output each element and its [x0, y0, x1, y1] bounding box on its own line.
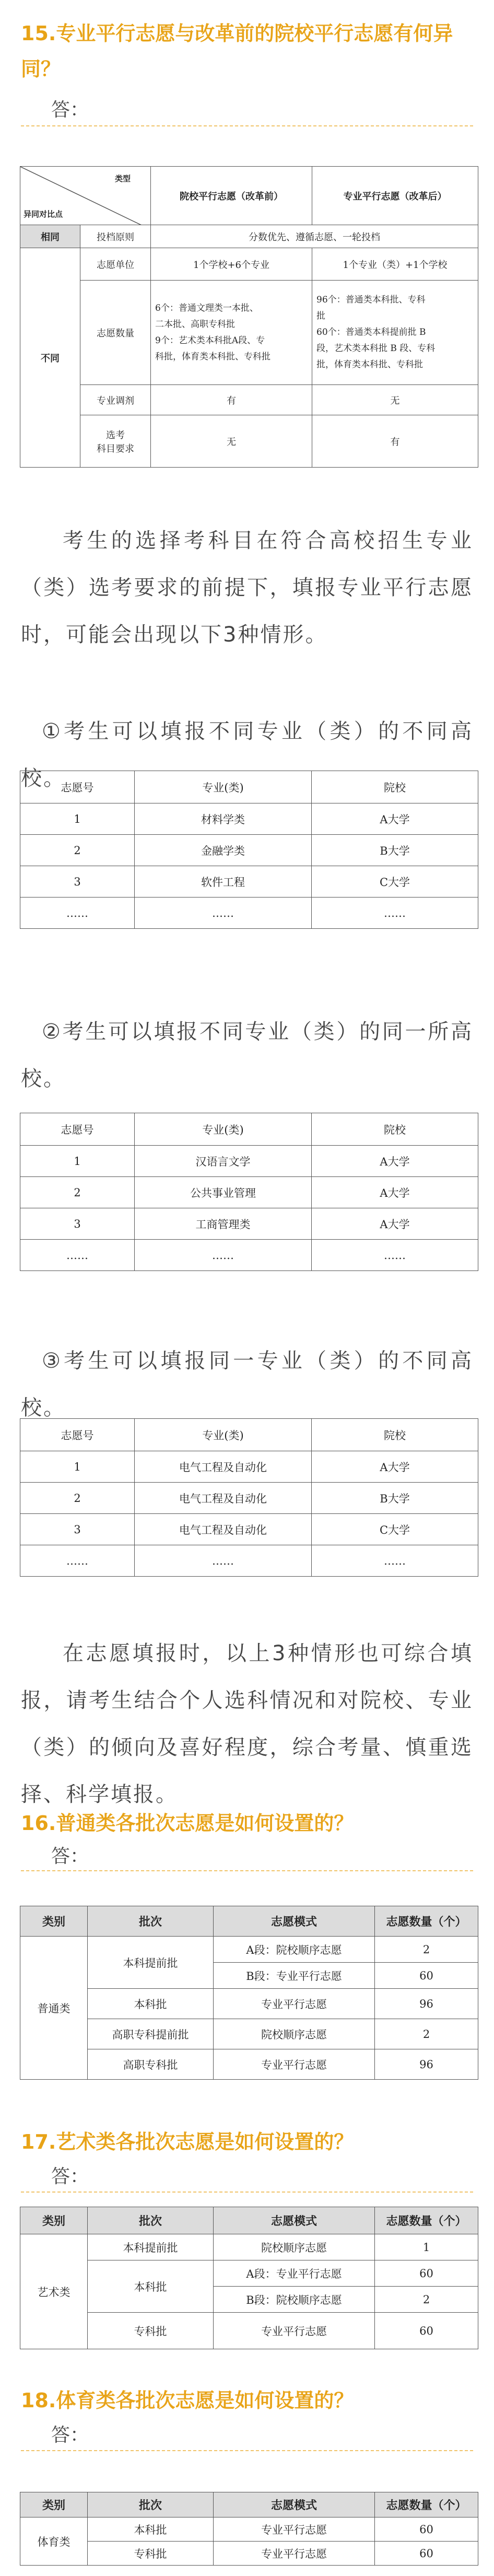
q16-table: [20, 1906, 478, 2080]
cell: 3: [20, 1514, 135, 1545]
cell: 3: [20, 866, 135, 897]
mode-cell: 专业平行志愿: [214, 1989, 375, 2019]
question-16-title: 16.普通类各批次志愿是如何设置的？: [21, 1812, 354, 1835]
header-cell: 志愿数量（个）: [375, 2492, 478, 2517]
diff-item: 专业调剂: [80, 385, 151, 415]
diagonal-header-cell: [20, 167, 151, 225]
line: 科批，体育类本科批、专科批: [155, 351, 270, 362]
case1-title: ①考生可以填报不同专业（类）的不同高校。: [21, 719, 473, 790]
summary-paragraph: 在志愿填报时，以上3种情形也可综合填报，请考生结合个人选科情况和对院校、专业（类）的倾向及喜好程度，综合考量、慎重选择、科学填报。: [21, 1641, 473, 1806]
cell: A大学: [312, 1208, 478, 1240]
header-cell: 类别: [20, 2492, 88, 2517]
count-cell: 96: [375, 1989, 478, 2019]
header-cell: 批次: [88, 1906, 214, 1937]
cell: ……: [20, 897, 135, 929]
header-cell: 志愿号: [20, 1113, 135, 1146]
q18-table: [20, 2492, 478, 2566]
answer-label: 答：: [51, 1846, 89, 1867]
answer-label: 答：: [51, 2166, 89, 2187]
header-cell: 志愿模式: [214, 1906, 375, 1937]
mode-cell: A段：专业平行志愿: [214, 2260, 375, 2287]
cell: 金融学类: [135, 835, 312, 866]
case1-table: [20, 771, 478, 929]
mode-cell: B段：院校顺序志愿: [214, 2287, 375, 2313]
header-cell: 批次: [88, 2207, 214, 2234]
cell: 汉语言文学: [135, 1146, 312, 1177]
answer-divider: [21, 1870, 473, 1871]
line: 段，艺术类本科批 B 段、专科: [316, 343, 436, 354]
diff-old: 有: [151, 385, 312, 415]
diff-label: 不同: [20, 248, 80, 468]
cell: ……: [20, 1240, 135, 1271]
batch-cell: 本科批: [88, 2517, 214, 2542]
count-cell: 2: [375, 2287, 478, 2313]
cell: C大学: [312, 866, 478, 897]
comparison-table: [20, 166, 478, 468]
batch-cell: 高职专科提前批: [88, 2019, 214, 2049]
line: 60个：普通类本科提前批 B: [316, 327, 426, 337]
mode-cell: A段：院校顺序志愿: [214, 1937, 375, 1963]
cell: C大学: [312, 1514, 478, 1545]
cell: 材料学类: [135, 803, 312, 835]
count-cell: 60: [375, 2260, 478, 2287]
corner-top-label: 类型: [114, 174, 131, 183]
category-cell: 普通类: [20, 1937, 88, 2080]
diff-new: 1个专业（类）+1个学校: [312, 248, 478, 281]
cell: ……: [312, 897, 478, 929]
cell: ……: [135, 897, 312, 929]
cell: ……: [312, 1545, 478, 1577]
header-cell: 院校: [312, 1113, 478, 1146]
cell: ……: [135, 1545, 312, 1577]
mode-cell: 专业平行志愿: [214, 2313, 375, 2349]
diff-old: 无: [151, 415, 312, 468]
diff-item: 志愿数量: [80, 281, 151, 385]
col-header-old: 院校平行志愿（改革前）: [151, 167, 312, 225]
cell: B大学: [312, 835, 478, 866]
cell: 1: [20, 1146, 135, 1177]
count-cell: 60: [375, 2313, 478, 2349]
header-cell: 专业(类): [135, 1113, 312, 1146]
header-cell: 专业(类): [135, 1419, 312, 1451]
diff-new-multiline: [312, 281, 478, 385]
diff-old: 1个学校+6个专业: [151, 248, 312, 281]
batch-cell: 本科提前批: [88, 1937, 214, 1989]
cell: ……: [20, 1545, 135, 1577]
header-cell: 志愿号: [20, 771, 135, 803]
header-cell: 专业(类): [135, 771, 312, 803]
batch-cell: 专科批: [88, 2313, 214, 2349]
same-item: 投档原则: [80, 225, 151, 248]
case3-table: [20, 1418, 478, 1577]
mode-cell: 院校顺序志愿: [214, 2019, 375, 2049]
cell: 3: [20, 1208, 135, 1240]
mode-cell: 院校顺序志愿: [214, 2234, 375, 2260]
count-cell: 60: [375, 1963, 478, 1989]
mode-cell: B段：专业平行志愿: [214, 1963, 375, 1989]
cell: 软件工程: [135, 866, 312, 897]
header-cell: 类别: [20, 1906, 88, 1937]
mode-cell: 专业平行志愿: [214, 2542, 375, 2566]
corner-bottom-label: 异同对比点: [23, 209, 63, 219]
cell: 2: [20, 1483, 135, 1514]
question-17-title: 17.艺术类各批次志愿是如何设置的？: [21, 2130, 354, 2153]
cell: 1: [20, 803, 135, 835]
line: 选考: [106, 429, 125, 441]
line: 96个：普通类本科批、专科: [316, 295, 426, 305]
question-18-title: 18.体育类各批次志愿是如何设置的？: [21, 2389, 354, 2412]
header-cell: 类别: [20, 2207, 88, 2234]
cell: A大学: [312, 803, 478, 835]
category-cell: 体育类: [20, 2517, 88, 2566]
same-value: 分数优先、遵循志愿、一轮投档: [151, 225, 478, 248]
intro-paragraph: 考生的选择考科目在符合高校招生专业（类）选考要求的前提下，填报专业平行志愿时，可能会出现以下3种情形。: [21, 529, 473, 647]
cell: 电气工程及自动化: [135, 1514, 312, 1545]
case3-title: ③考生可以填报同一专业（类）的不同高校。: [21, 1349, 473, 1420]
same-label: 相同: [20, 225, 80, 248]
header-cell: 志愿号: [20, 1419, 135, 1451]
batch-cell: 本科批: [88, 2260, 214, 2313]
cell: 电气工程及自动化: [135, 1451, 312, 1483]
cell: 1: [20, 1451, 135, 1483]
cell: ……: [312, 1240, 478, 1271]
line: 批，体育类本科批、专科批: [316, 359, 423, 370]
case2-title: ②考生可以填报不同专业（类）的同一所高校。: [21, 1020, 473, 1091]
diff-new: 有: [312, 415, 478, 468]
header-cell: 志愿数量（个）: [375, 2207, 478, 2234]
header-cell: 志愿模式: [214, 2207, 375, 2234]
diff-item: 志愿单位: [80, 248, 151, 281]
line: 9个：艺术类本科批A段、专: [155, 335, 265, 346]
line: 科目要求: [97, 443, 134, 454]
diff-item-multiline: [80, 415, 151, 468]
count-cell: 60: [375, 2542, 478, 2566]
line: 批: [316, 311, 325, 321]
batch-cell: 高职专科批: [88, 2049, 214, 2080]
batch-cell: 本科提前批: [88, 2234, 214, 2260]
count-cell: 60: [375, 2517, 478, 2542]
count-cell: 1: [375, 2234, 478, 2260]
header-cell: 志愿模式: [214, 2492, 375, 2517]
header-cell: 志愿数量（个）: [375, 1906, 478, 1937]
header-cell: 院校: [312, 1419, 478, 1451]
line: 6个：普通文理类一本批、: [155, 302, 258, 313]
cell: 公共事业管理: [135, 1177, 312, 1208]
answer-divider: [21, 125, 473, 126]
question-15-title: 15.专业平行志愿与改革前的院校平行志愿有何异同？: [21, 22, 453, 80]
cell: 2: [20, 835, 135, 866]
header-cell: 院校: [312, 771, 478, 803]
category-cell: 艺术类: [20, 2234, 88, 2349]
batch-cell: 本科批: [88, 1989, 214, 2019]
cell: 电气工程及自动化: [135, 1483, 312, 1514]
cell: ……: [135, 1240, 312, 1271]
col-header-new: 专业平行志愿（改革后）: [312, 167, 478, 225]
diff-old-multiline: [151, 281, 312, 385]
answer-divider: [21, 2192, 473, 2193]
mode-cell: 专业平行志愿: [214, 2517, 375, 2542]
count-cell: 2: [375, 2019, 478, 2049]
cell: 工商管理类: [135, 1208, 312, 1240]
cell: A大学: [312, 1451, 478, 1483]
count-cell: 2: [375, 1937, 478, 1963]
line: 二本批、高职专科批: [155, 319, 235, 330]
case2-table: [20, 1113, 478, 1271]
answer-divider: [21, 2450, 473, 2451]
cell: B大学: [312, 1483, 478, 1514]
count-cell: 96: [375, 2049, 478, 2080]
diff-new: 无: [312, 385, 478, 415]
answer-label: 答：: [51, 99, 89, 121]
cell: 2: [20, 1177, 135, 1208]
batch-cell: 专科批: [88, 2542, 214, 2566]
header-cell: 批次: [88, 2492, 214, 2517]
q17-table: [20, 2207, 478, 2349]
answer-label: 答：: [51, 2425, 89, 2446]
cell: A大学: [312, 1177, 478, 1208]
cell: A大学: [312, 1146, 478, 1177]
mode-cell: 专业平行志愿: [214, 2049, 375, 2080]
